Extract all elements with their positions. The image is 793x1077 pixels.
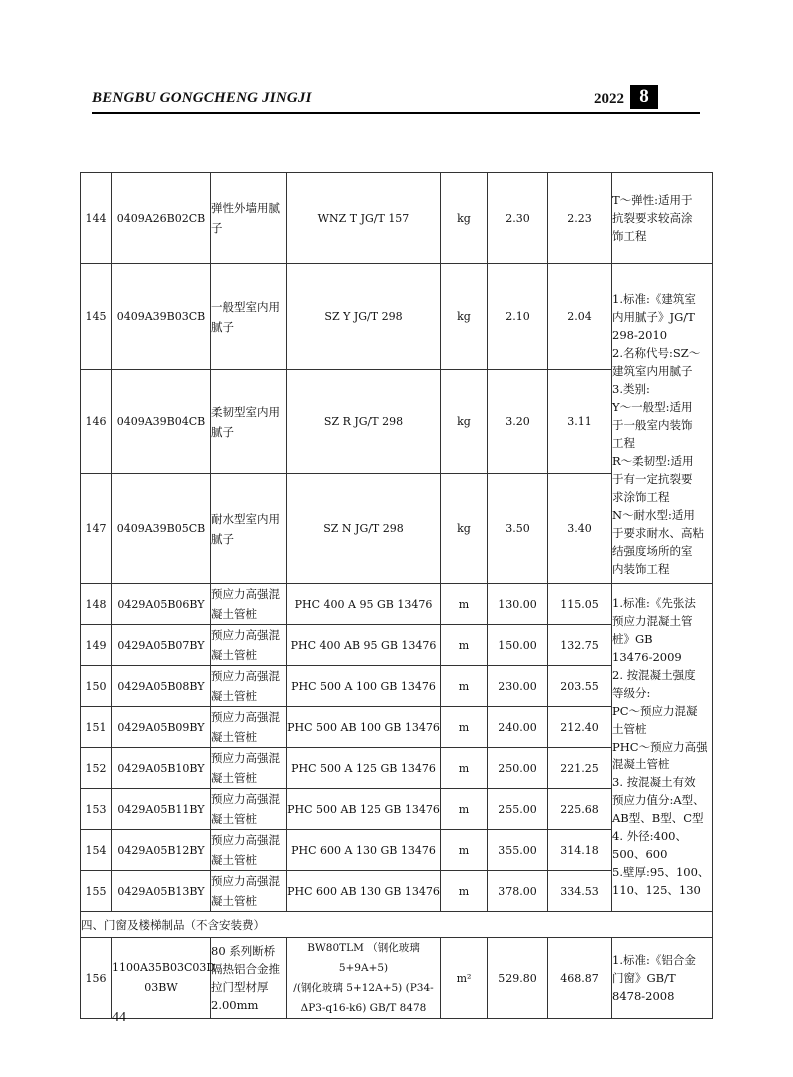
row-price1: 2.30 bbox=[488, 173, 548, 264]
note-line: 1.标准:《建筑室 bbox=[612, 291, 696, 306]
row-no: 149 bbox=[81, 625, 112, 666]
row-code: 0409A26B02CB bbox=[112, 173, 211, 264]
note-line: 110、125、130 bbox=[612, 882, 701, 897]
row-code: 0429A05B13BY bbox=[112, 871, 211, 912]
row-code: 0429A05B09BY bbox=[112, 707, 211, 748]
note-line: 内装饰工程 bbox=[612, 561, 670, 576]
row-code: 0429A05B12BY bbox=[112, 830, 211, 871]
row-price1: 3.20 bbox=[488, 370, 548, 474]
row-code: 0409A39B04CB bbox=[112, 370, 211, 474]
row-unit: m bbox=[441, 666, 488, 707]
row-no: 150 bbox=[81, 666, 112, 707]
row-price2: 314.18 bbox=[548, 830, 612, 871]
row-spec: PHC 500 AB 125 GB 13476 bbox=[287, 789, 441, 830]
note-line: 4. 外径:400、 bbox=[612, 829, 687, 844]
name-line: 2.00mm bbox=[211, 998, 259, 1012]
section-row bbox=[81, 912, 713, 938]
row-spec: SZ Y JG/T 298 bbox=[287, 264, 441, 370]
row-price1: 255.00 bbox=[488, 789, 548, 830]
row-name: 一般型室内用腻子 bbox=[211, 264, 287, 370]
row-name: 预应力高强混凝土管桩 bbox=[211, 830, 287, 871]
row-price2: 212.40 bbox=[548, 707, 612, 748]
note-line: 于一般室内装饰 bbox=[612, 417, 693, 432]
note-cell bbox=[612, 173, 713, 264]
row-unit: kg bbox=[441, 173, 488, 264]
row-code: 0429A05B07BY bbox=[112, 625, 211, 666]
row-code: 0429A05B08BY bbox=[112, 666, 211, 707]
row-price2: 225.68 bbox=[548, 789, 612, 830]
note-line: 8478-2008 bbox=[612, 989, 675, 1003]
row-unit: m bbox=[441, 625, 488, 666]
row-unit: kg bbox=[441, 474, 488, 584]
row-price1: 529.80 bbox=[488, 938, 548, 1019]
row-price2: 468.87 bbox=[548, 938, 612, 1019]
row-spec: PHC 500 A 125 GB 13476 bbox=[287, 748, 441, 789]
note-line: 3. 按混凝土有效 bbox=[612, 775, 696, 790]
note-line: 建筑室内用腻子 bbox=[612, 363, 693, 378]
note-line: 13476-2009 bbox=[612, 650, 682, 665]
journal-title: BENGBU GONGCHENG JINGJI bbox=[92, 90, 312, 106]
row-spec: PHC 400 A 95 GB 13476 bbox=[287, 584, 441, 625]
note-line: 预应力值分:A型、 bbox=[612, 793, 705, 808]
row-price1: 355.00 bbox=[488, 830, 548, 871]
note-cell bbox=[612, 264, 713, 584]
row-price2: 132.75 bbox=[548, 625, 612, 666]
row-price1: 240.00 bbox=[488, 707, 548, 748]
note-line: AB型、B型、C型 bbox=[612, 811, 704, 826]
row-no: 153 bbox=[81, 789, 112, 830]
name-line: 隔热铝合金推 bbox=[211, 962, 280, 976]
row-name: 耐水型室内用腻子 bbox=[211, 474, 287, 584]
row-price1: 3.50 bbox=[488, 474, 548, 584]
row-spec: PHC 500 AB 100 GB 13476 bbox=[287, 707, 441, 748]
row-unit: m² bbox=[441, 938, 488, 1019]
note-line: R～柔韧型:适用 bbox=[612, 453, 694, 468]
section-title: 四、门窗及楼梯制品（不含安装费） bbox=[81, 912, 713, 938]
table-row bbox=[81, 173, 713, 264]
note-line: 门窗》GB/T bbox=[612, 971, 676, 985]
row-no: 146 bbox=[81, 370, 112, 474]
note-line: 等级分: bbox=[612, 685, 651, 700]
row-name: 预应力高强混凝土管桩 bbox=[211, 871, 287, 912]
note-line: 桩》GB bbox=[612, 632, 653, 647]
table-row bbox=[81, 584, 713, 625]
row-unit: kg bbox=[441, 264, 488, 370]
row-spec bbox=[287, 938, 441, 1019]
row-name: 预应力高强混凝土管桩 bbox=[211, 584, 287, 625]
row-name: 预应力高强混凝土管桩 bbox=[211, 666, 287, 707]
row-name: 预应力高强混凝土管桩 bbox=[211, 707, 287, 748]
row-unit: m bbox=[441, 748, 488, 789]
spec-line: ΔP3-q16-k6) GB/T 8478 bbox=[300, 1002, 427, 1014]
note-line: 1.标准:《铝合金 bbox=[612, 953, 696, 967]
row-code: 0429A05B10BY bbox=[112, 748, 211, 789]
row-unit: kg bbox=[441, 370, 488, 474]
row-name: 预应力高强混凝土管桩 bbox=[211, 625, 287, 666]
row-spec: PHC 400 AB 95 GB 13476 bbox=[287, 625, 441, 666]
row-no: 151 bbox=[81, 707, 112, 748]
row-price2: 221.25 bbox=[548, 748, 612, 789]
row-no: 152 bbox=[81, 748, 112, 789]
note-line: 混凝土管桩 bbox=[612, 757, 670, 772]
spec-line: BW80TLM （钢化玻璃 5+9A+5) bbox=[307, 942, 420, 974]
issue-badge: 8 bbox=[630, 85, 658, 109]
row-code: 0409A39B05CB bbox=[112, 474, 211, 584]
row-spec: SZ N JG/T 298 bbox=[287, 474, 441, 584]
row-unit: m bbox=[441, 789, 488, 830]
row-unit: m bbox=[441, 707, 488, 748]
row-price1: 130.00 bbox=[488, 584, 548, 625]
row-name: 预应力高强混凝土管桩 bbox=[211, 789, 287, 830]
note-line: 于要求耐水、高粘 bbox=[612, 525, 704, 540]
row-price2: 334.53 bbox=[548, 871, 612, 912]
row-unit: m bbox=[441, 584, 488, 625]
note-line: 内用腻子》JG/T bbox=[612, 309, 695, 324]
note-line: 5.壁厚:95、100、 bbox=[612, 864, 710, 879]
price-table bbox=[80, 172, 713, 1019]
row-spec: PHC 600 A 130 GB 13476 bbox=[287, 830, 441, 871]
note-line: 抗裂要求较高涂 bbox=[612, 211, 693, 225]
row-name: 柔韧型室内用腻子 bbox=[211, 370, 287, 474]
note-line: 土管桩 bbox=[612, 721, 647, 736]
note-cell bbox=[612, 584, 713, 912]
table-row bbox=[81, 938, 713, 1019]
row-spec: PHC 600 AB 130 GB 13476 bbox=[287, 871, 441, 912]
row-price1: 378.00 bbox=[488, 871, 548, 912]
row-no: 147 bbox=[81, 474, 112, 584]
name-line: 拉门型材厚 bbox=[211, 980, 269, 994]
table-row bbox=[81, 264, 713, 370]
note-cell bbox=[612, 938, 713, 1019]
row-name: 弹性外墙用腻子 bbox=[211, 173, 287, 264]
note-line: PC～预应力混凝 bbox=[612, 703, 698, 718]
row-spec: WNZ T JG/T 157 bbox=[287, 173, 441, 264]
page-number: 44 bbox=[112, 1010, 126, 1025]
note-line: 3.类别: bbox=[612, 381, 650, 396]
note-line: 500、600 bbox=[612, 846, 668, 861]
row-code: 0429A05B11BY bbox=[112, 789, 211, 830]
note-line: Y～一般型:适用 bbox=[612, 399, 693, 414]
row-price2: 115.05 bbox=[548, 584, 612, 625]
note-line: T～弹性:适用于 bbox=[612, 193, 693, 207]
name-line: 80 系列断桥 bbox=[211, 944, 276, 958]
row-price1: 250.00 bbox=[488, 748, 548, 789]
row-price2: 2.04 bbox=[548, 264, 612, 370]
note-line: 于有一定抗裂要 bbox=[612, 471, 693, 486]
note-line: 结强度场所的室 bbox=[612, 543, 693, 558]
row-spec: SZ R JG/T 298 bbox=[287, 370, 441, 474]
row-no: 144 bbox=[81, 173, 112, 264]
row-spec: PHC 500 A 100 GB 13476 bbox=[287, 666, 441, 707]
row-no: 154 bbox=[81, 830, 112, 871]
spec-line: /(钢化玻璃 5+12A+5) (P34- bbox=[293, 982, 434, 994]
row-code: 0429A05B06BY bbox=[112, 584, 211, 625]
code-line: 03BW bbox=[144, 981, 178, 994]
note-line: N～耐水型:适用 bbox=[612, 507, 695, 522]
note-line: 求涂饰工程 bbox=[612, 489, 670, 504]
row-no: 145 bbox=[81, 264, 112, 370]
note-line: 工程 bbox=[612, 435, 635, 450]
header-rule bbox=[92, 112, 700, 114]
note-line: 2. 按混凝土强度 bbox=[612, 667, 696, 682]
note-line: 298-2010 bbox=[612, 327, 668, 342]
row-price2: 3.11 bbox=[548, 370, 612, 474]
code-line: 1100A35B03C03D bbox=[112, 961, 216, 974]
row-price2: 203.55 bbox=[548, 666, 612, 707]
row-price2: 2.23 bbox=[548, 173, 612, 264]
row-no: 155 bbox=[81, 871, 112, 912]
row-price1: 150.00 bbox=[488, 625, 548, 666]
row-no: 156 bbox=[81, 938, 112, 1019]
row-price2: 3.40 bbox=[548, 474, 612, 584]
note-line: PHC～预应力高强 bbox=[612, 739, 708, 754]
row-name bbox=[211, 938, 287, 1019]
row-name: 预应力高强混凝土管桩 bbox=[211, 748, 287, 789]
note-line: 1.标准:《先张法 bbox=[612, 596, 696, 611]
note-line: 预应力混凝土管 bbox=[612, 614, 693, 629]
journal-year: 2022 bbox=[594, 91, 624, 107]
row-unit: m bbox=[441, 871, 488, 912]
row-code: 0409A39B03CB bbox=[112, 264, 211, 370]
row-unit: m bbox=[441, 830, 488, 871]
row-code bbox=[112, 938, 216, 1019]
row-no: 148 bbox=[81, 584, 112, 625]
note-line: 2.名称代号:SZ～ bbox=[612, 345, 701, 360]
row-price1: 2.10 bbox=[488, 264, 548, 370]
row-price1: 230.00 bbox=[488, 666, 548, 707]
note-line: 饰工程 bbox=[612, 229, 647, 243]
